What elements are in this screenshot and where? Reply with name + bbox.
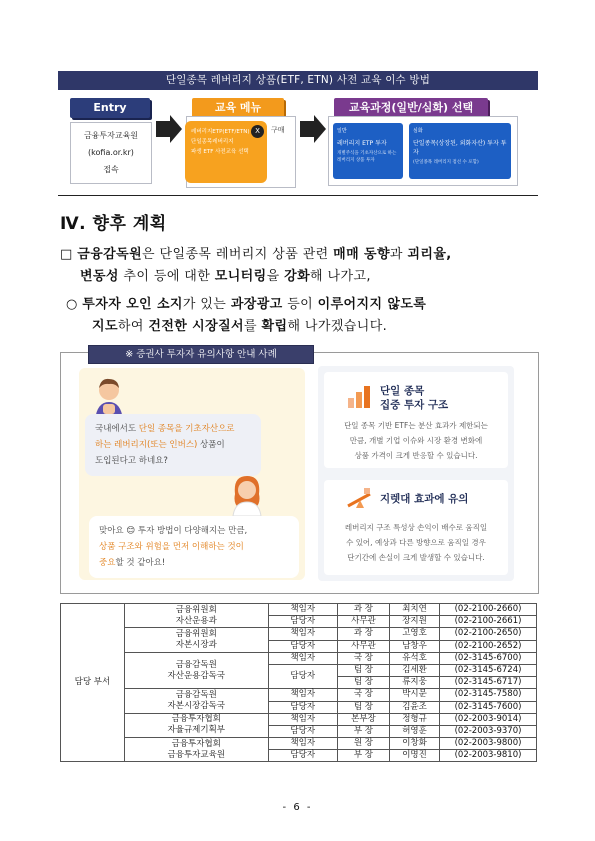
step-entry-box xyxy=(70,122,152,184)
step-menu-box xyxy=(186,116,296,188)
bullet-1-text-1: 금융감독원은 단일종목 레버리지 상품 관련 매매 동향과 괴리율, xyxy=(77,247,452,262)
bullet-1-text-2: 변동성 추이 등에 대한 모니터링을 강화해 나가고, xyxy=(80,269,371,284)
course-card-basic[interactable] xyxy=(333,123,403,179)
contact-phone: (02-2003-9800) xyxy=(440,738,537,750)
contact-role: 담당자 xyxy=(268,750,337,762)
contact-phone: (02-2100-2650) xyxy=(440,628,537,640)
contact-role: 책임자 xyxy=(268,713,337,725)
contact-role: 담당자 xyxy=(268,664,337,688)
contact-name: 장지원 xyxy=(390,616,440,628)
bullet-1-line-1 xyxy=(60,244,540,266)
bar-chart-icon xyxy=(346,384,372,408)
contact-row xyxy=(61,689,537,701)
bullet-2-text-2: 지도하여 건전한 시장질서를 확립해 나가겠습니다. xyxy=(92,319,388,334)
org-name: 금융감독원 자본시장감독국 xyxy=(124,689,268,713)
contact-phone: (02-3145-6724) xyxy=(440,664,537,676)
contact-phone: (02-3145-7600) xyxy=(440,701,537,713)
contact-phone: (02-3145-6717) xyxy=(440,677,537,689)
menu-side-text: 구매 xyxy=(271,126,285,134)
contact-role: 책임자 xyxy=(268,604,337,616)
square-bullet-icon: □ xyxy=(60,247,73,262)
contact-name: 유석호 xyxy=(390,652,440,664)
contact-phone: (02-2100-2660) xyxy=(440,604,537,616)
contact-name: 박시문 xyxy=(390,689,440,701)
contact-name: 이명진 xyxy=(390,750,440,762)
contact-name: 남창우 xyxy=(390,640,440,652)
course-card-basic-tag: 일반 xyxy=(337,128,347,134)
contact-name: 김윤조 xyxy=(390,701,440,713)
arrow-2-stem xyxy=(300,121,314,137)
contact-row xyxy=(61,713,537,725)
contact-position: 사무관 xyxy=(337,640,389,652)
course-card-advanced-desc: (단일종목 레버리지 점선 수 포함) xyxy=(413,160,479,165)
info-card-1-body: 단일 종목 기반 ETF는 분산 효과가 제한되는 만큼, 개별 기업 이슈와 시장 환경 변화에 상품 가격이 크게 반응할 수 있습니다. xyxy=(344,421,488,460)
org-name: 금융위원회 자본시장과 xyxy=(124,628,268,652)
contact-table xyxy=(60,603,537,762)
contact-role: 담당자 xyxy=(268,616,337,628)
page-number: - 6 - xyxy=(282,802,313,813)
contact-phone: (02-2003-9810) xyxy=(440,750,537,762)
contact-role: 담당자 xyxy=(268,701,337,713)
contact-row xyxy=(61,738,537,750)
contact-phone: (02-2100-2652) xyxy=(440,640,537,652)
contact-position: 팀 장 xyxy=(337,677,389,689)
contact-role: 담당자 xyxy=(268,725,337,737)
bullet-1-line-2 xyxy=(60,266,540,288)
contact-role: 책임자 xyxy=(268,738,337,750)
answer-bubble: 맞아요 😊 투자 방법이 다양해지는 만큼, 상품 구조와 위험을 먼저 이해하는 것이 중요할 것 같아요! xyxy=(89,516,299,578)
info-card-2-body: 레버리지 구조 특성상 손익이 배수로 움직일 수 있어, 예상과 다른 방향으로 움직일 경우 단기간에 손실이 크게 발생할 수 있습니다. xyxy=(344,523,488,562)
contact-row xyxy=(61,604,537,616)
bullet-2 xyxy=(66,294,540,338)
org-name: 금융감독원 자산운용감독국 xyxy=(124,652,268,689)
contact-position: 본부장 xyxy=(337,713,389,725)
contact-row xyxy=(61,628,537,640)
contact-position: 팀 장 xyxy=(337,701,389,713)
arrow-2-icon xyxy=(314,115,326,143)
contact-phone: (02-2003-9370) xyxy=(440,725,537,737)
contact-phone: (02-2100-2661) xyxy=(440,616,537,628)
bullet-2-line-2 xyxy=(66,316,540,338)
contact-name: 정형규 xyxy=(390,713,440,725)
contact-position: 과 장 xyxy=(337,604,389,616)
contact-phone: (02-3145-7580) xyxy=(440,689,537,701)
contact-name: 김세환 xyxy=(390,664,440,676)
bullet-2-text-1: 투자자 오인 소지가 있는 과장광고 등이 이루어지지 않도록 xyxy=(82,297,427,312)
info-card-2-title: 지렛대 효과에 유의 xyxy=(380,493,469,505)
dept-label: 담당 부서 xyxy=(61,604,125,762)
course-card-basic-title: 레버리지 ETP 투자 xyxy=(337,140,387,147)
info-card-1 xyxy=(324,372,508,468)
contact-name: 최치연 xyxy=(390,604,440,616)
contact-phone: (02-3145-6700) xyxy=(440,652,537,664)
bullet-2-line-1 xyxy=(66,294,540,316)
arrow-1-stem xyxy=(156,121,170,137)
contact-row xyxy=(61,652,537,664)
bullet-1 xyxy=(60,244,540,288)
contact-role: 책임자 xyxy=(268,628,337,640)
contact-position: 과 장 xyxy=(337,628,389,640)
course-card-basic-desc: 개별주식을 기초자산으로 하는 레버리지 상품 투자 xyxy=(337,151,397,163)
contact-position: 국 장 xyxy=(337,689,389,701)
contact-name: 이창화 xyxy=(390,738,440,750)
menu-card-line-2: 단일종목레버리지 xyxy=(191,139,234,145)
contact-position: 팀 장 xyxy=(337,664,389,676)
step-entry-header: Entry xyxy=(70,98,150,118)
example-label: ※ 증권사 투자자 유의사항 안내 사례 xyxy=(88,345,314,364)
contact-name: 고영호 xyxy=(390,628,440,640)
arrow-1-icon xyxy=(170,115,182,143)
org-name: 금융투자협회 자율규제기획부 xyxy=(124,713,268,737)
contact-name: 허영훈 xyxy=(390,725,440,737)
divider-line xyxy=(58,195,538,196)
chat-panel xyxy=(79,368,305,580)
course-card-advanced-title: 단일종목(상장된, 외화자산) 투자 투자 xyxy=(413,140,507,156)
contact-position: 부 장 xyxy=(337,725,389,737)
contact-phone: (02-2003-9014) xyxy=(440,713,537,725)
education-banner-title: 단일종목 레버리지 상품(ETF, ETN) 사전 교육 이수 방법 xyxy=(58,71,538,90)
info-card-2 xyxy=(324,480,508,575)
contact-position: 사무관 xyxy=(337,616,389,628)
contact-role: 담당자 xyxy=(268,640,337,652)
contact-position: 원 장 xyxy=(337,738,389,750)
contact-role: 책임자 xyxy=(268,689,337,701)
course-card-advanced-tag: 심화 xyxy=(413,128,423,134)
close-circle-icon: X xyxy=(251,125,264,138)
entry-line-3: 접속 xyxy=(103,165,119,174)
entry-line-1: 금융투자교육원 xyxy=(83,131,139,140)
course-card-advanced[interactable] xyxy=(409,123,511,179)
contact-name: 류지웅 xyxy=(390,677,440,689)
contact-position: 부 장 xyxy=(337,750,389,762)
person-woman-icon xyxy=(229,474,265,516)
lever-icon xyxy=(346,488,372,510)
contact-role: 책임자 xyxy=(268,652,337,664)
entry-line-2: (kofia.or.kr) xyxy=(88,148,134,157)
menu-card-line-3: 파생 ETF 사전교육 선택 xyxy=(191,149,249,155)
info-card-1-title: 단일 종목 집중 투자 구조 xyxy=(380,385,449,411)
menu-card-line-1: 레버리지ETP(ETF/ETN) xyxy=(191,129,250,135)
org-name: 금융투자협회 금융투자교육원 xyxy=(124,738,268,762)
step-course-box xyxy=(328,116,518,186)
section-title: Ⅳ. 향후 계획 xyxy=(60,214,167,234)
info-panel xyxy=(318,366,514,581)
step-menu-header: 교육 메뉴 xyxy=(192,98,284,118)
org-name: 금융위원회 자산운용과 xyxy=(124,604,268,628)
circle-bullet-icon: ○ xyxy=(66,297,78,312)
step-course-header: 교육과정(일반/심화) 선택 xyxy=(334,98,488,118)
question-bubble: 국내에서도 단일 종목을 기초자산으로 하는 레버리지(또는 인버스) 상품이 도입된다고 하네요? xyxy=(85,414,261,476)
contact-position: 국 장 xyxy=(337,652,389,664)
